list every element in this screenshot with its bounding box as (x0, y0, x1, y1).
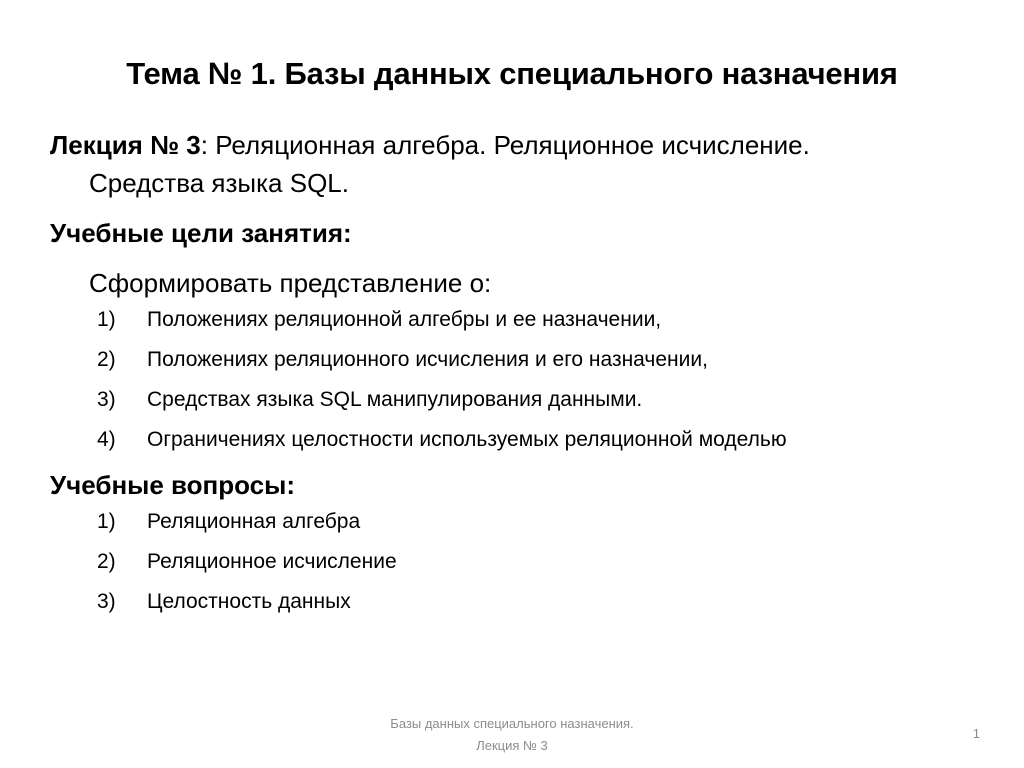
question-number: 2) (97, 550, 116, 573)
question-number: 3) (97, 590, 116, 613)
lecture-topic-line2: Средства языка SQL. (89, 168, 349, 198)
question-item (50, 588, 1000, 616)
goal-text: Средствах языка SQL манипулирования данными. (147, 388, 643, 411)
question-item (50, 548, 1000, 576)
goal-text: Положениях реляционного исчисления и его назначении, (147, 348, 708, 371)
lecture-topic-line1: Реляционная алгебра. Реляционное исчисление. (215, 130, 810, 160)
goal-text: Ограничениях целостности используемых реляционной моделью (147, 428, 787, 451)
slide-content (50, 126, 1000, 616)
question-item (50, 508, 1000, 536)
slide-footer (312, 713, 712, 757)
goal-text: Положениях реляционной алгебры и ее назначении, (147, 308, 662, 331)
goals-heading: Учебные цели занятия: (50, 218, 352, 248)
goal-number: 2) (97, 348, 116, 371)
lecture-line (50, 126, 1000, 164)
goals-intro: Сформировать представление о: (89, 268, 492, 298)
goal-item (50, 386, 1000, 414)
goal-item (50, 426, 1000, 454)
page-number: 1 (972, 726, 980, 741)
goal-number: 3) (97, 388, 116, 411)
question-text: Реляционная алгебра (147, 510, 361, 533)
questions-list (50, 508, 1000, 616)
lecture-label: Лекция № 3 (50, 130, 201, 160)
goal-item (50, 346, 1000, 374)
footer-line2: Лекция № 3 (476, 738, 548, 753)
goal-number: 4) (97, 428, 116, 451)
goal-item (50, 306, 1000, 334)
questions-heading: Учебные вопросы: (50, 470, 296, 500)
goals-list (50, 306, 1000, 454)
question-text: Реляционное исчисление (147, 550, 397, 573)
slide-title: Тема № 1. Базы данных специального назначения (126, 56, 898, 91)
question-number: 1) (97, 510, 116, 533)
lecture-separator: : (200, 130, 216, 160)
question-text: Целостность данных (147, 590, 351, 613)
footer-line1: Базы данных специального назначения. (390, 716, 634, 731)
goal-number: 1) (97, 308, 116, 331)
